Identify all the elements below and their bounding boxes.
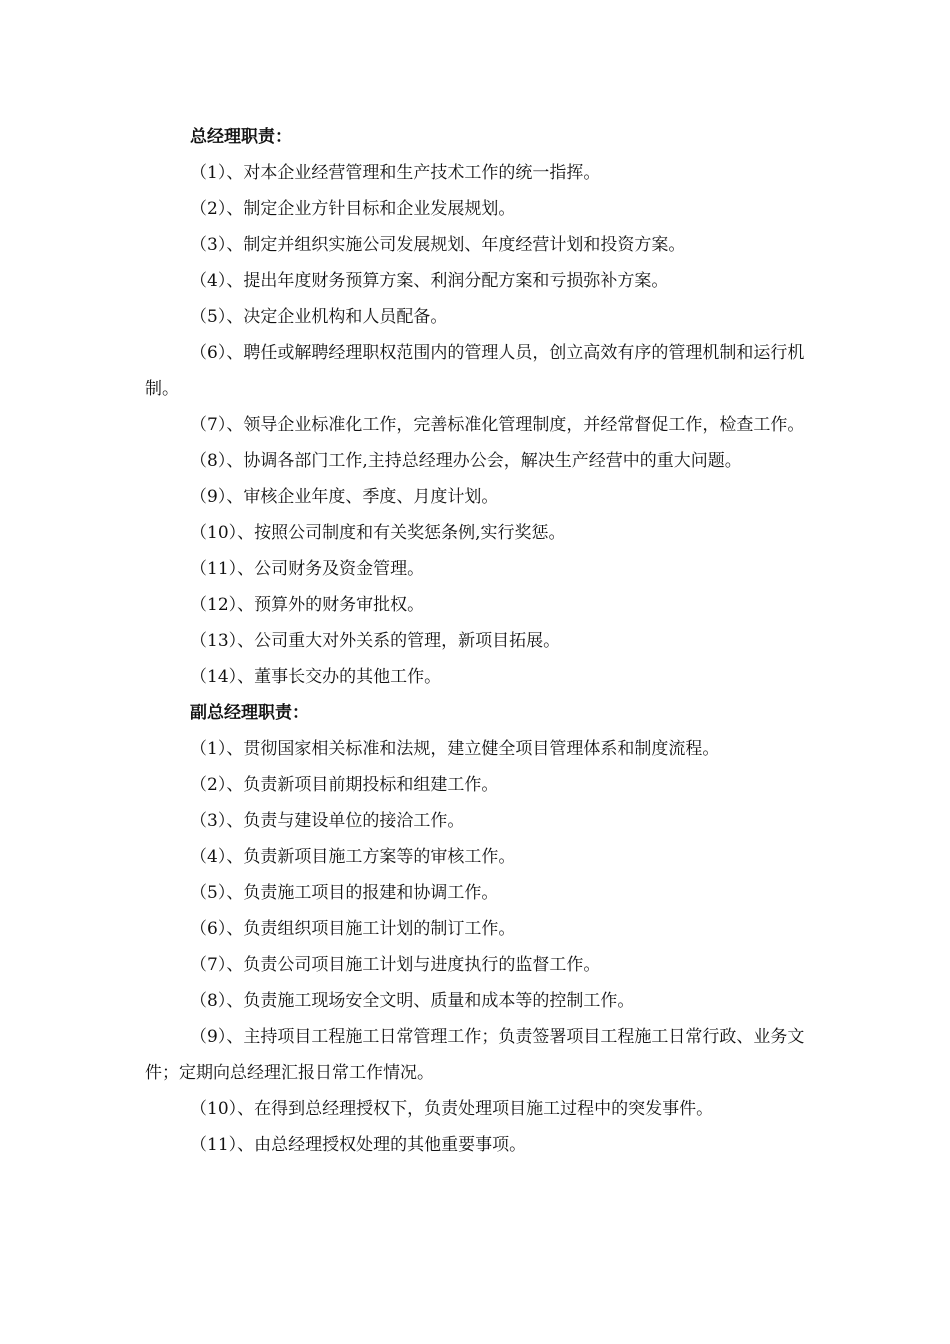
list-item: （4）、负责新项目施工方案等的审核工作。	[190, 847, 516, 867]
list-item: （9）、审核企业年度、季度、月度计划。	[190, 487, 499, 507]
list-item: （10）、在得到总经理授权下，负责处理项目施工过程中的突发事件。	[190, 1099, 714, 1119]
section-heading-deputy-general-manager: 副总经理职责：	[190, 703, 309, 723]
list-item: （1）、对本企业经营管理和生产技术工作的统一指挥。	[190, 163, 601, 183]
list-item: （2）、负责新项目前期投标和组建工作。	[190, 775, 499, 795]
list-item: （1）、贯彻国家相关标准和法规，建立健全项目管理体系和制度流程。	[190, 739, 720, 759]
list-item: （4）、提出年度财务预算方案、利润分配方案和亏损弥补方案。	[190, 271, 669, 291]
list-item: （8）、负责施工现场安全文明、质量和成本等的控制工作。	[190, 991, 635, 1011]
list-item: （2）、制定企业方针目标和企业发展规划。	[190, 199, 516, 219]
list-item: （3）、负责与建设单位的接洽工作。	[190, 811, 465, 831]
list-item: （8）、协调各部门工作,主持总经理办公会，解决生产经营中的重大问题。	[190, 451, 742, 471]
document-body	[145, 119, 810, 1163]
list-item: （9）、主持项目工程施工日常管理工作；负责签署项目工程施工日常行政、业务文件；定期向总经理汇报日常工作情况。	[145, 1027, 805, 1083]
list-item: （11）、公司财务及资金管理。	[190, 559, 425, 579]
list-item: （12）、预算外的财务审批权。	[190, 595, 425, 615]
list-item: （6）、负责组织项目施工计划的制订工作。	[190, 919, 516, 939]
list-item: （7）、领导企业标准化工作，完善标准化管理制度，并经常督促工作，检查工作。	[190, 415, 805, 435]
section-heading-general-manager: 总经理职责：	[190, 127, 292, 147]
list-item: （6）、聘任或解聘经理职权范围内的管理人员，创立高效有序的管理机制和运行机制。	[145, 343, 805, 399]
list-item: （5）、决定企业机构和人员配备。	[190, 307, 448, 327]
list-item: （10）、按照公司制度和有关奖惩条例,实行奖惩。	[190, 523, 566, 543]
list-item: （7）、负责公司项目施工计划与进度执行的监督工作。	[190, 955, 601, 975]
list-item: （11）、由总经理授权处理的其他重要事项。	[190, 1135, 527, 1155]
list-item: （13）、公司重大对外关系的管理，新项目拓展。	[190, 631, 561, 651]
list-item: （14）、董事长交办的其他工作。	[190, 667, 442, 687]
list-item: （5）、负责施工项目的报建和协调工作。	[190, 883, 499, 903]
list-item: （3）、制定并组织实施公司发展规划、年度经营计划和投资方案。	[190, 235, 686, 255]
